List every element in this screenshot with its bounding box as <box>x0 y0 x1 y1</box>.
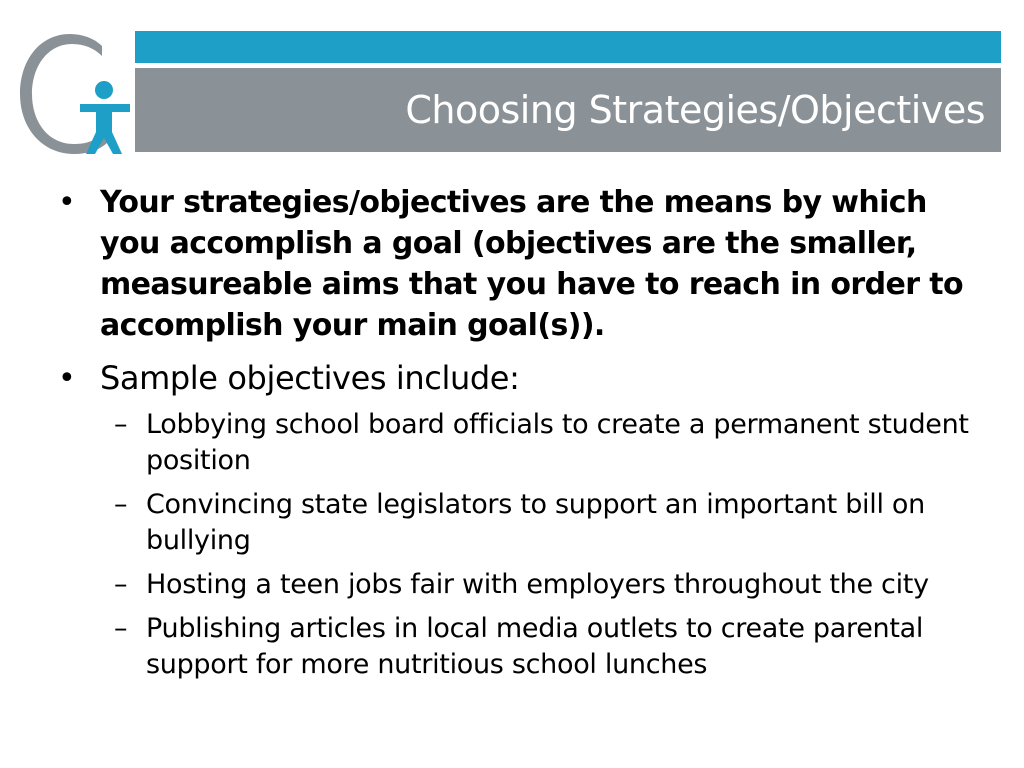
sub-bullet-text: Hosting a teen jobs fair with employers throughout the city <box>146 569 929 600</box>
slide-title: Choosing Strategies/Objectives <box>405 88 985 132</box>
sub-bullet-text: Convincing state legislators to support an important bill on bullying <box>146 489 925 556</box>
bullet-glyph: • <box>58 361 76 396</box>
bullet-item <box>58 182 978 346</box>
sub-bullet-item <box>100 407 978 479</box>
sub-bullet-glyph: – <box>114 489 128 520</box>
bullet-text: Your strategies/objectives are the means by which you accomplish a goal (objectives are the smaller, measureable aims that you have to reach in order to accomplish your main goal(s)). <box>100 185 963 343</box>
bullet-text: Sample objectives include: <box>100 359 520 397</box>
sub-bullet-list <box>100 407 978 683</box>
slide-body <box>58 182 978 695</box>
sub-bullet-glyph: – <box>114 569 128 600</box>
sub-bullet-item <box>100 567 978 603</box>
bullet-item <box>58 358 978 683</box>
header-accent-bar <box>135 31 1001 63</box>
sub-bullet-text: Publishing articles in local media outlets to create parental support for more nutritious school lunches <box>146 613 924 680</box>
sub-bullet-text: Lobbying school board officials to create a permanent student position <box>146 409 969 476</box>
title-bar <box>135 68 1001 152</box>
sub-bullet-glyph: – <box>114 613 128 644</box>
sub-bullet-item <box>100 487 978 559</box>
sub-bullet-item <box>100 611 978 683</box>
gi-logo <box>14 32 134 156</box>
bullet-list <box>58 182 978 683</box>
logo-figure-head <box>95 81 113 99</box>
sub-bullet-glyph: – <box>114 409 128 440</box>
bullet-glyph: • <box>58 185 76 220</box>
